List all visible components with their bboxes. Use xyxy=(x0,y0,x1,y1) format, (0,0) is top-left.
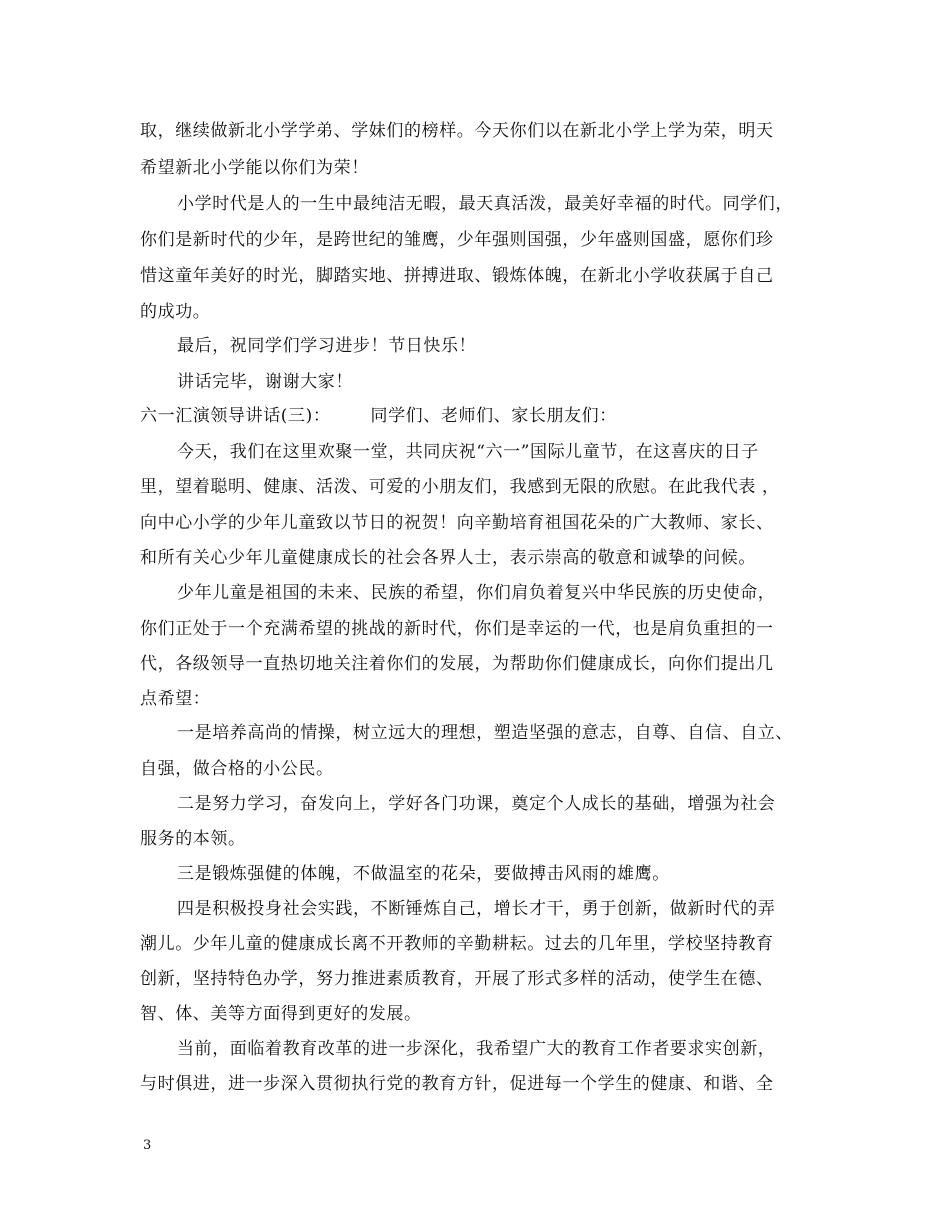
text-line: 少年儿童是祖国的未来、民族的希望，你们肩负着复兴中华民族的历史使命， xyxy=(177,583,776,603)
text-line: 点希望： xyxy=(140,689,211,709)
text-line: 小学时代是人的一生中最纯洁无暇，最天真活泼，最美好幸福的时代。同学们， xyxy=(177,194,793,214)
text-line: 里，望着聪明、健康、活泼、可爱的小朋友们，我感到无限的欣慰。在此我代表 ， xyxy=(140,477,780,497)
salutation: 同学们、老师们、家长朋友们： xyxy=(370,406,617,426)
text-line: 希望新北小学能以你们为荣！ xyxy=(140,158,369,178)
text-line: 服务的本领。 xyxy=(140,829,246,849)
text-line: 一是培养高尚的情操，树立远大的理想，塑造坚强的意志，自尊、自信、自立、 xyxy=(177,723,793,743)
text-line: 的成功。 xyxy=(140,302,211,322)
text-line: 三是锻炼强健的体魄，不做温室的花朵，要做搏击风雨的雄鹰。 xyxy=(177,864,670,884)
text-line: 讲话完毕，谢谢大家！ xyxy=(177,372,353,392)
section-heading xyxy=(140,405,830,427)
section-title: 六一汇演领导讲话(三)： xyxy=(140,406,331,426)
text-line: 向中心小学的少年儿童致以节日的祝贺！向辛勤培育祖国花朵的广大教师、家长、 xyxy=(140,513,774,533)
text-line: 和所有关心少年儿童健康成长的社会各界人士，表示崇高的敬意和诚挚的问候。 xyxy=(140,548,756,568)
text-line: 智、体、美等方面得到更好的发展。 xyxy=(140,1004,422,1024)
page-number: 3 xyxy=(143,1138,152,1153)
text-line: 与时俱进，进一步深入贯彻执行党的教育方针，促进每一个学生的健康、和谐、全 xyxy=(140,1074,774,1094)
text-line: 当前，面临着教育改革的进一步深化，我希望广大的教育工作者要求实创新， xyxy=(177,1039,776,1059)
text-line: 创新，坚持特色办学，努力推进素质教育，开展了形式多样的活动，使学生在德、 xyxy=(140,969,774,989)
text-line: 惜这童年美好的时光，脚踏实地、拼搏进取、锻炼体魄，在新北小学收获属于自己 xyxy=(140,266,774,286)
text-line: 最后，祝同学们学习进步！节日快乐！ xyxy=(177,336,477,356)
text-line: 你们正处于一个充满希望的挑战的新时代，你们是幸运的一代，也是肩负重担的一 xyxy=(140,619,774,639)
text-line: 今天，我们在这里欢聚一堂，共同庆祝“六一”国际儿童节，在这喜庆的日子 xyxy=(177,442,759,462)
text-line: 取，继续做新北小学学弟、学妹们的榜样。今天你们以在新北小学上学为荣，明天 xyxy=(140,121,774,141)
text-line: 你们是新时代的少年，是跨世纪的雏鹰，少年强则国强，少年盛则国盛，愿你们珍 xyxy=(140,230,774,250)
text-line: 四是积极投身社会实践，不断锤炼自己，增长才干，勇于创新，做新时代的弄 xyxy=(177,899,776,919)
text-line: 代，各级领导一直热切地关注着你们的发展，为帮助你们健康成长，向你们提出几 xyxy=(140,654,774,674)
text-line: 自强，做合格的小公民。 xyxy=(140,759,334,779)
text-line: 二是努力学习，奋发向上，学好各门功课，奠定个人成长的基础，增强为社会 xyxy=(177,794,776,814)
text-line: 潮儿。少年儿童的健康成长离不开教师的辛勤耕耘。过去的几年里，学校坚持教育 xyxy=(140,934,774,954)
